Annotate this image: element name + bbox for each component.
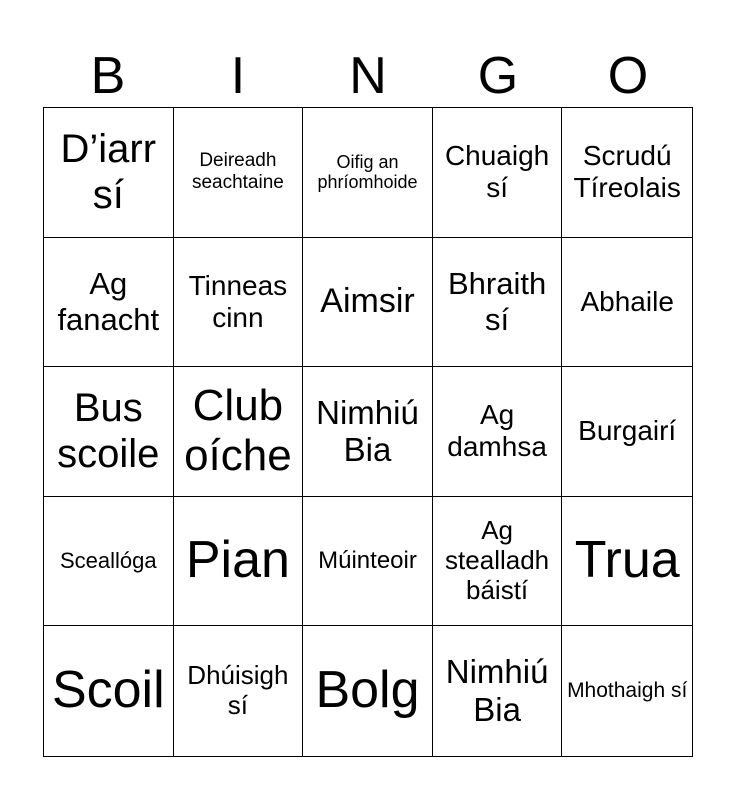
bingo-cell[interactable] [303,367,433,497]
cell-text: Scrudú Tíreolais [573,140,681,204]
cell-text: Trua [574,531,680,590]
bingo-cell[interactable] [44,367,174,497]
bingo-header [43,44,693,108]
bingo-cell[interactable] [44,108,174,238]
cell-text: Tinneas cinn [188,269,288,333]
bingo-cell[interactable] [433,367,563,497]
bingo-cell[interactable] [303,108,433,238]
cell-text: Bus scoile [57,386,160,477]
cell-text: Ag fanacht [57,266,160,337]
bingo-cell[interactable] [174,497,304,627]
cell-text: Ag damhsa [447,399,547,463]
cell-text: Bhraith sí [447,266,547,337]
bingo-cell[interactable] [303,497,433,627]
bingo-cell[interactable] [44,497,174,627]
bingo-cell[interactable] [562,238,692,368]
cell-text: Abhaile [580,285,674,317]
cell-text: Deireadh seachtaine [191,150,284,194]
bingo-cell[interactable] [174,108,304,238]
header-letter-i: I [230,47,246,105]
bingo-cell[interactable] [433,238,563,368]
cell-text: Aimsir [320,282,415,321]
cell-text: Chuaigh sí [444,140,550,204]
bingo-cell[interactable] [562,497,692,627]
cell-text: Múinteoir [318,547,417,575]
header-letter-b: B [90,47,126,105]
bingo-cell[interactable] [174,367,304,497]
cell-text: Scoil [51,661,165,720]
cell-text: Burgairí [578,415,677,447]
bingo-cell[interactable] [44,238,174,368]
cell-text: Ag stealladh báistí [445,515,550,606]
cell-text: D’iarr sí [60,127,157,218]
cell-text: Nimhiú Bia [316,393,419,469]
bingo-cell[interactable] [433,108,563,238]
bingo-cell[interactable] [174,238,304,368]
cell-text: Mhothaigh sí [567,679,688,703]
cell-text: Sceallóga [59,548,157,574]
bingo-cell[interactable] [303,626,433,756]
header-letter-o: O [607,47,649,105]
cell-text: Dhúisigh sí [187,660,289,721]
bingo-cell[interactable] [174,626,304,756]
cell-text: Bolg [315,661,420,720]
cell-text: Oifig an phríomhoide [317,151,418,193]
header-letter-n: N [349,47,387,105]
bingo-cell[interactable] [562,626,692,756]
bingo-cell[interactable] [44,626,174,756]
bingo-cell[interactable] [303,238,433,368]
bingo-cell[interactable] [433,497,563,627]
cell-text: Club oíche [184,380,292,481]
bingo-board [43,107,693,757]
header-letter-g: G [477,47,519,105]
cell-text: Nimhiú Bia [445,653,549,729]
bingo-cell[interactable] [562,108,692,238]
bingo-cell[interactable] [433,626,563,756]
bingo-cell[interactable] [562,367,692,497]
cell-text: Pian [185,531,290,590]
